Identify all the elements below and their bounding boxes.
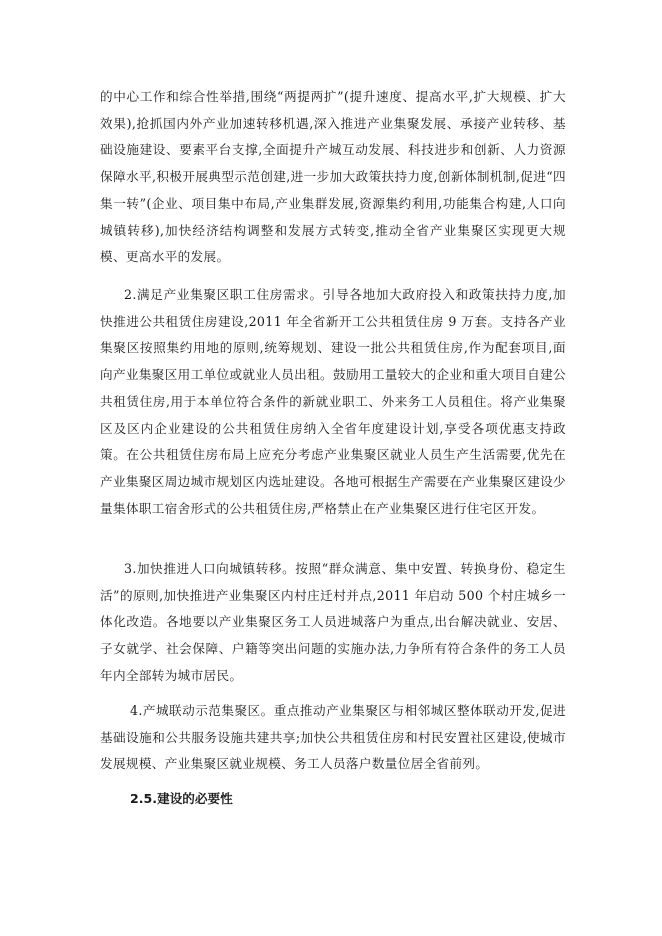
paragraph-development-goals: 的中心工作和综合性举措,围绕“两提两扩”(提升速度、提高水平,扩大规模、扩大效果),抢抓国内外产业加速转移机遇,深入推进产业集聚发展、承接产业转移、基础设施建设、要素平台支撑,全面提升产城互动发展、科技进步和创新、人力资源保障水平,积极开展典型示范创建,进一步加大政策扶持力度,创新体制机制,促进“四集一转”(企业、项目集中布局,产业集群发展,资源集约利用,功能集合构建,人口向城镇转移),加快经济结构调整和发展方式转变,推动全省产业集聚区实现更大规模、更高水平的发展。 (100, 89, 566, 265)
section-heading: 2.5.建设的必要性 (130, 791, 233, 806)
paragraph-demonstration-zone: 4.产城联动示范集聚区。重点推动产业集聚区与相邻城区整体联动开发,促进基础设施和公共服务设施共建共享;加快公共租赁住房和村民安置社区建设,使城市发展规模、产业集聚区就业规模、务工人员落户数量位居全省前列。 (100, 703, 566, 772)
paragraph-worker-housing: 2.满足产业集聚区职工住房需求。引导各地加大政府投入和政策扶持力度,加快推进公共租赁住房建设,2011 年全省新开工公共租赁住房 9 万套。支持各产业集聚区按照集约用地的原则,统筹规划、建设一批公共租赁住房,作为配套项目,面向产业集聚区用工单位或就业人员出租。鼓励用工量较大的企业和重大项目自建公共租赁住房,用于本单位符合条件的新就业职工、外来务工人员租住。将产业集聚区及区内企业建设的公共租赁住房纳入全省年度建设计划,享受各项优惠支持政策。在公共租赁住房布局上应充分考虑产业集聚区就业人员生产生活需要,优先在产业集聚区周边城市规划区内选址建设。各地可根据生产需要在产业集聚区建设少量集体职工宿舍形式的公共租赁住房,严格禁止在产业集聚区进行住宅区开发。 (100, 287, 566, 516)
paragraph-population-transfer: 3.加快推进人口向城镇转移。按照“群众满意、集中安置、转换身份、稳定生活”的原则,加快推进产业集聚区内村庄迁村并点,2011 年启动 500 个村庄城乡一体化改造。各地要以产业集聚区务工人员进城落户为重点,出台解决就业、安居、子女就学、社会保障、户籍等突出问题的实施办法,力争所有符合条件的务工人员年内全部转为城市居民。 (100, 561, 566, 683)
